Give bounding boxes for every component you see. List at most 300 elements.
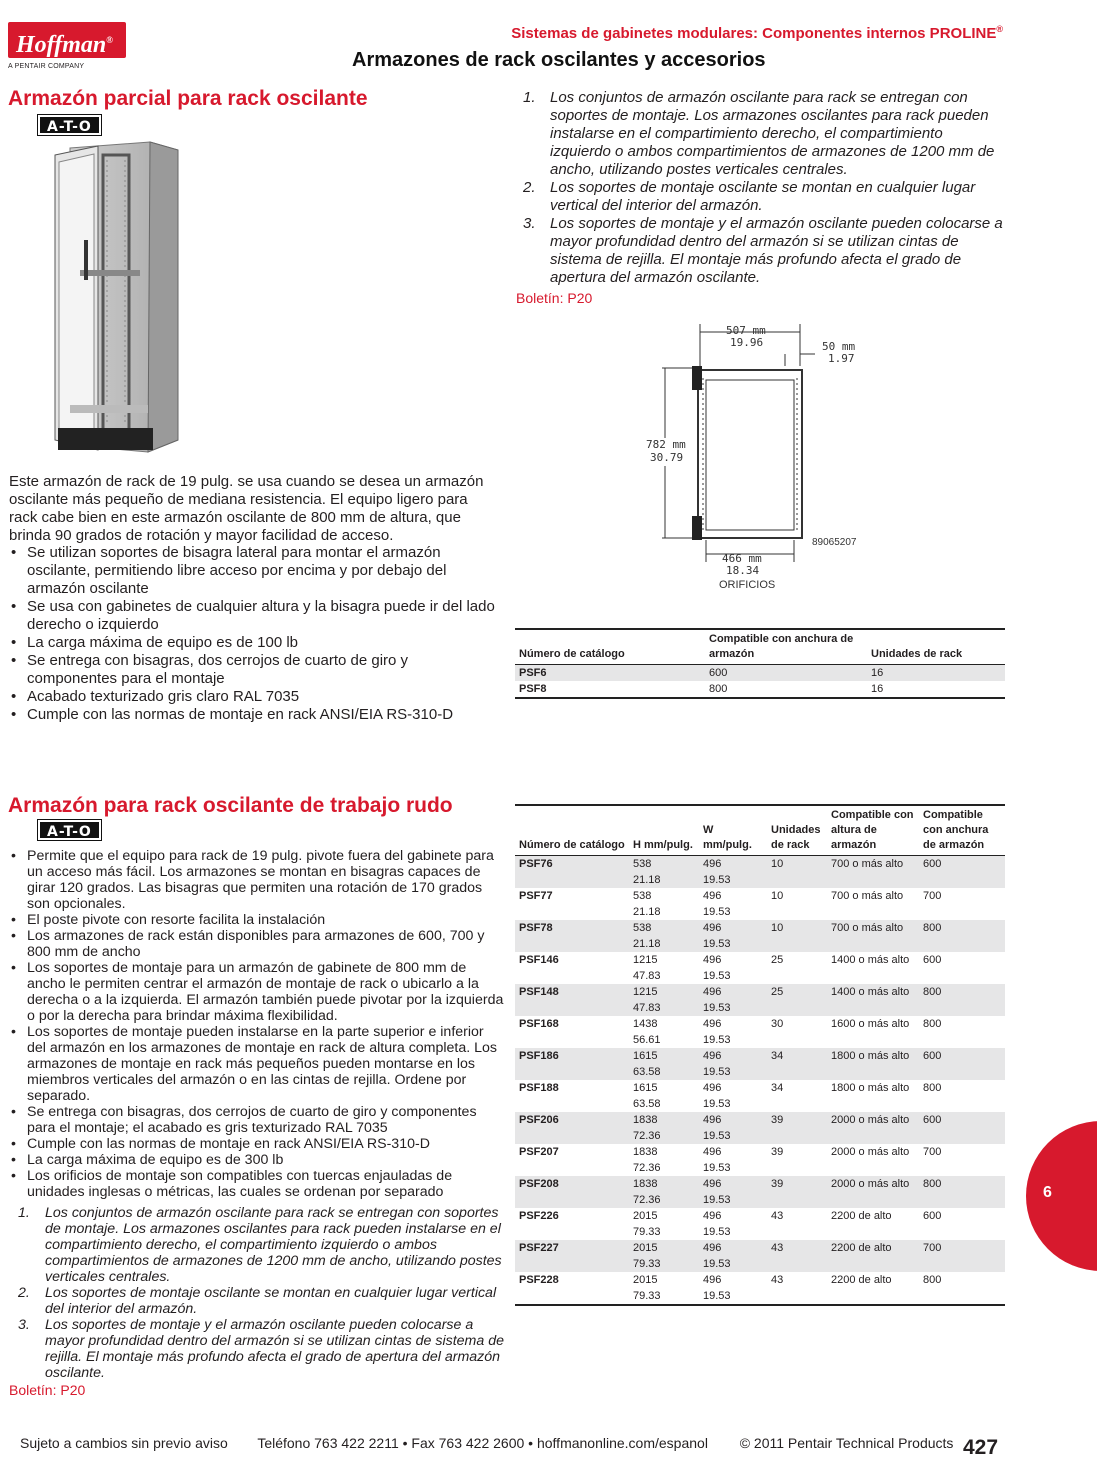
note-text: Los soportes de montaje y el armazón oscilante pueden colocarse a mayor profundidad dentro del armazón si se utilizan cintas de sistema de rejilla. El montaje más profundo afecta el grado de apertura del armazón oscilante. (45, 1317, 504, 1381)
cell (767, 856, 827, 889)
cell-value: PSF77 (519, 890, 553, 902)
cell-value-inches: 19.53 (703, 1258, 731, 1270)
cell (699, 1208, 767, 1240)
cell (767, 1112, 827, 1144)
cell-value: 496 (703, 1210, 722, 1222)
dim-height-in: 30.79 (650, 451, 684, 464)
col-header: Número de catálogo (519, 839, 625, 851)
cell (629, 1048, 699, 1080)
cell-value-inches: 19.53 (703, 1226, 731, 1238)
cell (919, 856, 1005, 889)
cell (629, 1112, 699, 1144)
cell-value: 700 o más alto (831, 858, 904, 870)
col-header: Compatible con altura de armazón (831, 809, 914, 851)
dim-right-in: 1.97 (828, 352, 855, 365)
cell-value: 43 (771, 1242, 784, 1254)
cell-value: PSF186 (519, 1050, 559, 1062)
cell-value-inches: 47.83 (633, 1002, 661, 1014)
cell-value-inches: 19.53 (703, 874, 731, 886)
cell-value: 10 (771, 890, 784, 902)
cell (827, 1240, 919, 1272)
cell (515, 1208, 629, 1240)
cell (767, 1240, 827, 1272)
cell-value: 1600 o más alto (831, 1018, 910, 1030)
cell-value-inches: 79.33 (633, 1226, 661, 1238)
cell-value: PSF208 (519, 1178, 559, 1190)
cell (515, 1016, 629, 1048)
cell-value: 800 (923, 922, 942, 934)
table-row (515, 952, 1005, 984)
cell (827, 1272, 919, 1305)
cell (827, 1144, 919, 1176)
cell-value-inches: 19.53 (703, 1290, 731, 1302)
cell (699, 1272, 767, 1305)
footer-contact: Teléfono 763 422 2211 • Fax 763 422 2600 • hoffmanonline.com/espanol (257, 1435, 708, 1451)
cell-value-inches: 72.36 (633, 1194, 661, 1206)
cell-value-inches: 19.53 (703, 970, 731, 982)
cell (515, 1080, 629, 1112)
list-item: • Los soportes de montaje para un armazón de gabinete de 800 mm de ancho le permiten centrar el armazón de montaje de rack o ubicarlo a la derecha o a la izquierda. El armazón también puede pivotar por la izquierda o por la derecha para brindar máxima flexibilidad. (9, 960, 504, 1024)
note-number: 2. (18, 1285, 30, 1301)
cell-value: 496 (703, 1274, 722, 1286)
note-number: 1. (523, 89, 536, 106)
cell (919, 1080, 1005, 1112)
cell-value: 1800 o más alto (831, 1050, 910, 1062)
cell (629, 888, 699, 920)
cell-value: 30 (771, 1018, 784, 1030)
section2-bullets (9, 848, 504, 1200)
note-number: 2. (523, 179, 536, 196)
cell (919, 1272, 1005, 1305)
cell-value: PSF168 (519, 1018, 559, 1030)
cell (767, 1176, 827, 1208)
cell (919, 952, 1005, 984)
cell (515, 1112, 629, 1144)
cell-value-inches: 21.18 (633, 938, 661, 950)
cell-value: PSF207 (519, 1146, 559, 1158)
cell (767, 888, 827, 920)
note-item (9, 1205, 504, 1285)
col-header: W mm/pulg. (703, 824, 752, 851)
cell (699, 1080, 767, 1112)
cell-value-inches: 63.58 (633, 1066, 661, 1078)
cell (699, 856, 767, 889)
cell (919, 1208, 1005, 1240)
cell-value: 1438 (633, 1018, 658, 1030)
dim-bottom-in: 18.34 (726, 564, 760, 577)
cell-value: 496 (703, 922, 722, 934)
cell-value: 700 o más alto (831, 890, 904, 902)
cell-value: 1615 (633, 1082, 658, 1094)
cell-value: 1838 (633, 1178, 658, 1190)
chapter-tab-label: 6 (1043, 1184, 1052, 1201)
cell (699, 1112, 767, 1144)
list-item: • Los soportes de montaje pueden instalarse en la parte superior e inferior del armazón en los armazones de montaje en rack de altura completa. Los armazones de montaje en rack más pequeños pueden montarse en los miembros verticales del armazón o en las cintas de rejilla. Ordene por separado. (9, 1024, 504, 1104)
col-header: Número de catálogo (519, 648, 625, 660)
ato-badge-text: A-T-O (38, 115, 101, 135)
cell-value: 800 (923, 1018, 942, 1030)
dimension-drawing (640, 318, 880, 598)
cell-value: 1215 (633, 954, 658, 966)
table-row (515, 1272, 1005, 1305)
table-row (515, 1176, 1005, 1208)
cell (515, 920, 629, 952)
note-number: 3. (18, 1317, 30, 1333)
cell-value: 700 o más alto (831, 922, 904, 934)
cell (699, 1176, 767, 1208)
cell (629, 1272, 699, 1305)
note-text: Los soportes de montaje oscilante se montan en cualquier lugar vertical del interior del armazón. (550, 179, 976, 214)
cell (699, 920, 767, 952)
cell-value: 496 (703, 1050, 722, 1062)
cell-value: 538 (633, 890, 652, 902)
cell (827, 1016, 919, 1048)
cell (629, 1240, 699, 1272)
cell-value: 600 (923, 954, 942, 966)
table-row (515, 1208, 1005, 1240)
cell-value-inches: 47.83 (633, 970, 661, 982)
list-item: • Cumple con las normas de montaje en rack ANSI/EIA RS-310-D (9, 706, 499, 724)
dim-top-mm: 507 mm (726, 324, 766, 337)
cell-value: 496 (703, 1178, 722, 1190)
cell-value-inches: 21.18 (633, 874, 661, 886)
cell-value: 1838 (633, 1146, 658, 1158)
table-row (515, 920, 1005, 952)
cell-value: 2015 (633, 1274, 658, 1286)
note-text: Los soportes de montaje oscilante se montan en cualquier lugar vertical del interior del armazón. (45, 1285, 497, 1317)
cell (629, 1144, 699, 1176)
cell-value: 600 (923, 1114, 942, 1126)
cell (515, 856, 629, 889)
list-item: • La carga máxima de equipo es de 100 lb (9, 634, 499, 652)
col-header: Unidades de rack (771, 824, 821, 851)
cell (515, 1240, 629, 1272)
cell-value: 496 (703, 1082, 722, 1094)
cell (767, 1048, 827, 1080)
footer-notice: Sujeto a cambios sin previo aviso (20, 1435, 228, 1451)
cell-value: 700 (923, 1242, 942, 1254)
list-item: • Los armazones de rack están disponibles para armazones de 600, 700 y 800 mm de ancho (9, 928, 504, 960)
cell-value: 538 (633, 858, 652, 870)
cell-value: 496 (703, 858, 722, 870)
cell-value: 1400 o más alto (831, 954, 910, 966)
cell (827, 856, 919, 889)
cell (827, 1048, 919, 1080)
cell-value: PSF148 (519, 986, 559, 998)
cell-value: 1215 (633, 986, 658, 998)
cell-value: 496 (703, 1018, 722, 1030)
cell (699, 1240, 767, 1272)
note-item (9, 1317, 504, 1381)
cell (919, 1176, 1005, 1208)
cell (515, 1272, 629, 1305)
note-text: Los conjuntos de armazón oscilante para rack se entregan con soportes de montaje. Los armazones oscilantes para rack pueden instalarse en el compartimiento derecho, el compartimiento izquierdo o ambos compartimientos de armazones de 1200 mm de ancho, utilizando postes verticales centrales. (45, 1205, 502, 1285)
cell (699, 1144, 767, 1176)
note-number: 3. (523, 215, 536, 232)
cell (629, 1080, 699, 1112)
table-row (515, 984, 1005, 1016)
note-item (9, 1285, 504, 1317)
cell (629, 1208, 699, 1240)
page-number: 427 (963, 1436, 999, 1459)
logo-text: Hoffman (16, 32, 107, 58)
cell (919, 920, 1005, 952)
cell-value: 2200 de alto (831, 1210, 892, 1222)
series-title (511, 24, 1003, 42)
cell-value-inches: 21.18 (633, 906, 661, 918)
cell-value: PSF76 (519, 858, 553, 870)
cell (919, 888, 1005, 920)
cell-value: 800 (923, 986, 942, 998)
logo-subtitle: A PENTAIR COMPANY (8, 63, 85, 70)
cell-value-inches: 19.53 (703, 906, 731, 918)
cell-value: 600 (923, 1050, 942, 1062)
cell (767, 952, 827, 984)
cell-value: PSF226 (519, 1210, 559, 1222)
cell-value: 496 (703, 954, 722, 966)
cell (767, 1080, 827, 1112)
cell-value: 43 (771, 1210, 784, 1222)
list-item: • Los orificios de montaje son compatibles con tuercas enjauladas de unidades inglesas o métricas, las cuales se ordenan por separado (9, 1168, 504, 1200)
cell: PSF8 (519, 683, 547, 695)
cell (919, 1016, 1005, 1048)
cell-value: 2200 de alto (831, 1274, 892, 1286)
list-item: • Acabado texturizado gris claro RAL 7035 (9, 688, 499, 706)
chapter-tab (1026, 1121, 1097, 1271)
cell-value-inches: 19.53 (703, 1002, 731, 1014)
note-item (514, 89, 1004, 179)
cell (827, 888, 919, 920)
cell (827, 1176, 919, 1208)
cell-value-inches: 19.53 (703, 1162, 731, 1174)
section1-bulletin: Boletín: P20 (516, 290, 593, 306)
cell-value: PSF188 (519, 1082, 559, 1094)
section1-heading: Armazón parcial para rack oscilante (8, 87, 368, 110)
cell-value: 39 (771, 1146, 784, 1158)
cell-value: 496 (703, 986, 722, 998)
drawing-code: 89065207 (812, 537, 857, 548)
psf-heavy-table (515, 804, 1005, 1306)
cell-value-inches: 79.33 (633, 1290, 661, 1302)
cell (827, 1208, 919, 1240)
ato-badge (38, 820, 101, 841)
cell-value: PSF227 (519, 1242, 559, 1254)
cell (629, 952, 699, 984)
cell-value-inches: 19.53 (703, 1066, 731, 1078)
hoffman-logo: Hoffman® (8, 22, 126, 58)
cell-value: 2200 de alto (831, 1242, 892, 1254)
list-item: • Permite que el equipo para rack de 19 pulg. pivote fuera del gabinete para un acceso más fácil. Los armazones se montan en bisagras capaces de girar 120 grados. Las bisagras que permiten una rotación de 170 grados son opcionales. (9, 848, 504, 912)
cell (919, 1048, 1005, 1080)
cell-value: PSF206 (519, 1114, 559, 1126)
cell-value: 10 (771, 922, 784, 934)
cell-value-inches: 63.58 (633, 1098, 661, 1110)
cell (515, 888, 629, 920)
cell-value: 496 (703, 1146, 722, 1158)
cell (767, 1208, 827, 1240)
cell-value-inches: 72.36 (633, 1162, 661, 1174)
cell-value: 43 (771, 1274, 784, 1286)
cell (919, 1144, 1005, 1176)
cell (699, 984, 767, 1016)
cell (767, 1144, 827, 1176)
cell (515, 1048, 629, 1080)
table-row (515, 1048, 1005, 1080)
note-text: Los conjuntos de armazón oscilante para rack se entregan con soportes de montaje. Los armazones oscilantes para rack pueden instalarse en el compartimiento derecho, el compartimiento izquierdo o ambos compartimientos de armazones de 1200 mm de ancho, utilizando postes verticales centrales. (550, 89, 995, 178)
cell (515, 1144, 629, 1176)
cell-value-inches: 56.61 (633, 1034, 661, 1046)
cell (827, 984, 919, 1016)
list-item: • Cumple con las normas de montaje en rack ANSI/EIA RS-310-D (9, 1136, 504, 1152)
cell (767, 984, 827, 1016)
cell-value: 800 (923, 1178, 942, 1190)
cell-value: 496 (703, 1242, 722, 1254)
cell-value: 2015 (633, 1210, 658, 1222)
cell-value: 538 (633, 922, 652, 934)
cell: 800 (709, 683, 728, 695)
series-text: Sistemas de gabinetes modulares: Componentes internos PROLINE (511, 25, 997, 42)
note-item (514, 179, 1004, 215)
cell (919, 984, 1005, 1016)
cell-value: 800 (923, 1082, 942, 1094)
note-text: Los soportes de montaje y el armazón oscilante pueden colocarse a mayor profundidad dentro del armazón si se utilizan cintas de sistema de rejilla. El montaje más profundo afecta el grado de apertura del armazón oscilante. (550, 215, 1003, 286)
cell-value: 25 (771, 986, 784, 998)
cell-value: 1838 (633, 1114, 658, 1126)
cell (919, 1112, 1005, 1144)
cell-value: PSF146 (519, 954, 559, 966)
cell (515, 1176, 629, 1208)
cell-value: 1400 o más alto (831, 986, 910, 998)
section2-bulletin: Boletín: P20 (9, 1382, 86, 1398)
table-row (515, 1112, 1005, 1144)
cell-value: 2000 o más alto (831, 1178, 910, 1190)
cell-value: 39 (771, 1178, 784, 1190)
psf-partial-table (515, 628, 1005, 699)
cell-value: 800 (923, 1274, 942, 1286)
cell (515, 984, 629, 1016)
dim-right-mm: 50 mm (822, 340, 856, 353)
cabinet-photo (50, 140, 180, 455)
cell-value-inches: 19.53 (703, 938, 731, 950)
cell-value: 25 (771, 954, 784, 966)
col-header: Compatible con anchura de armazón (709, 633, 854, 660)
table-row (515, 888, 1005, 920)
cell (767, 1272, 827, 1305)
cell: 16 (867, 665, 1005, 682)
cell: PSF6 (515, 665, 705, 682)
cell (699, 1048, 767, 1080)
dim-bottom-label: ORIFICIOS (719, 579, 776, 591)
footer-copyright: © 2011 Pentair Technical Products (739, 1435, 954, 1451)
cell (629, 920, 699, 952)
cell: 16 (871, 683, 884, 695)
cell-value: 496 (703, 890, 722, 902)
table-row (515, 1144, 1005, 1176)
section2-heading: Armazón para rack oscilante de trabajo rudo (8, 794, 453, 817)
cell (515, 952, 629, 984)
dim-top-in: 19.96 (730, 336, 764, 349)
ato-badge (38, 115, 101, 136)
cell (827, 920, 919, 952)
list-item: • La carga máxima de equipo es de 300 lb (9, 1152, 504, 1168)
cell-value: 700 (923, 890, 942, 902)
cell-value-inches: 19.53 (703, 1098, 731, 1110)
cell-value: 10 (771, 858, 784, 870)
cell (629, 984, 699, 1016)
col-header: Compatible con anchura de armazón (923, 809, 989, 851)
cell-value: 600 (923, 1210, 942, 1222)
cell (827, 1112, 919, 1144)
table-row (515, 681, 1005, 698)
section1-intro: Este armazón de rack de 19 pulg. se usa cuando se desea un armazón oscilante más pequeño de mediana resistencia. El equipo ligero para rack cabe bien en este armazón oscilante de 800 mm de altura, que brinda 90 grados de rotación y mayor facilidad de acceso. (9, 473, 484, 544)
cell-value-inches: 72.36 (633, 1130, 661, 1142)
list-item: • Se entrega con bisagras, dos cerrojos de cuarto de giro y componentes para el montaje; el acabado es gris texturizado RAL 7035 (9, 1104, 504, 1136)
cell (767, 920, 827, 952)
cell (827, 952, 919, 984)
section1-bullets (9, 544, 499, 724)
dim-bottom-mm: 466 mm (722, 552, 762, 565)
cell (827, 1080, 919, 1112)
table-row (515, 665, 1005, 682)
col-header: Unidades de rack (871, 648, 963, 660)
list-item: • El poste pivote con resorte facilita la instalación (9, 912, 504, 928)
cell-value: 34 (771, 1082, 784, 1094)
list-item: • Se utilizan soportes de bisagra lateral para montar el armazón oscilante, permitiendo libre acceso por encima y por debajo del armazón oscilante (9, 544, 499, 598)
table-row (515, 1016, 1005, 1048)
cell-value: 600 (923, 858, 942, 870)
cell-value: 1615 (633, 1050, 658, 1062)
cell-value-inches: 19.53 (703, 1034, 731, 1046)
cell (629, 1016, 699, 1048)
page-title: Armazones de rack oscilantes y accesorios (352, 49, 766, 71)
cell (699, 1016, 767, 1048)
cell-value: 496 (703, 1114, 722, 1126)
cell (629, 856, 699, 889)
series-reg: ® (996, 24, 1003, 34)
cell-value: 34 (771, 1050, 784, 1062)
cell (699, 888, 767, 920)
cell-value: 700 (923, 1146, 942, 1158)
cell (629, 1176, 699, 1208)
cell-value-inches: 19.53 (703, 1194, 731, 1206)
note-item (514, 215, 1004, 287)
section1-notes (514, 89, 1004, 287)
dim-height-mm: 782 mm (646, 438, 686, 451)
cell (767, 1016, 827, 1048)
footer (20, 1435, 953, 1451)
cell-value: 1800 o más alto (831, 1082, 910, 1094)
table-row (515, 1240, 1005, 1272)
list-item: • Se entrega con bisagras, dos cerrojos de cuarto de giro y componentes para el montaje (9, 652, 499, 688)
cell-value: 2015 (633, 1242, 658, 1254)
cell-value: 39 (771, 1114, 784, 1126)
cell-value: PSF78 (519, 922, 553, 934)
table-row (515, 856, 1005, 889)
cell-value-inches: 19.53 (703, 1130, 731, 1142)
cell-value-inches: 79.33 (633, 1258, 661, 1270)
cell (699, 952, 767, 984)
cell: 600 (705, 665, 867, 682)
cell-value: 2000 o más alto (831, 1146, 910, 1158)
table-row (515, 1080, 1005, 1112)
cell (919, 1240, 1005, 1272)
ato-badge-text: A-T-O (38, 820, 101, 840)
cell-value: 2000 o más alto (831, 1114, 910, 1126)
cell-value: PSF228 (519, 1274, 559, 1286)
col-header: H mm/pulg. (633, 839, 693, 851)
section2-notes (9, 1205, 504, 1381)
note-number: 1. (18, 1205, 30, 1221)
